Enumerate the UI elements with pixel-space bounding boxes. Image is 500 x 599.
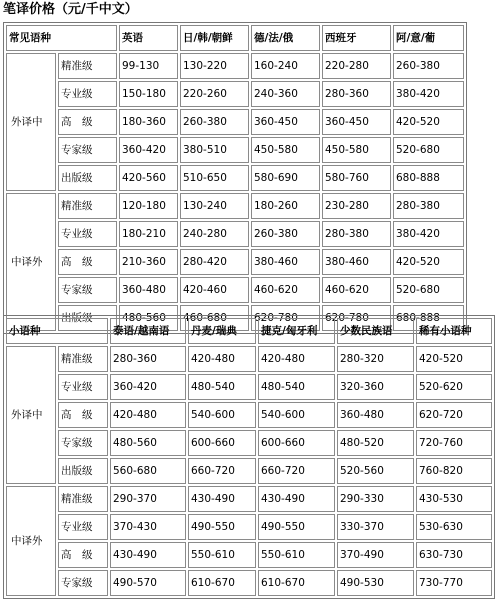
language-header-cell: 德/法/俄 bbox=[251, 25, 320, 51]
price-cell: 370-490 bbox=[337, 542, 414, 568]
price-cell: 420-520 bbox=[393, 109, 464, 135]
price-cell: 450-580 bbox=[251, 137, 320, 163]
price-cell: 280-360 bbox=[110, 346, 186, 372]
price-cell: 680-888 bbox=[393, 305, 464, 331]
price-cell: 540-600 bbox=[188, 402, 256, 428]
price-cell: 330-370 bbox=[337, 514, 414, 540]
price-cell: 430-490 bbox=[110, 542, 186, 568]
price-cell: 420-520 bbox=[393, 249, 464, 275]
price-cell: 730-770 bbox=[416, 570, 492, 596]
price-cell: 360-480 bbox=[119, 277, 178, 303]
price-cell: 580-690 bbox=[251, 165, 320, 191]
level-cell: 专家级 bbox=[58, 570, 108, 596]
price-cell: 480-540 bbox=[188, 374, 256, 400]
common-languages-price-table bbox=[3, 22, 467, 334]
price-cell: 380-460 bbox=[251, 249, 320, 275]
level-cell: 精准级 bbox=[58, 486, 108, 512]
level-cell: 专家级 bbox=[58, 430, 108, 456]
price-cell: 630-730 bbox=[416, 542, 492, 568]
language-header-cell: 少数民族语 bbox=[337, 318, 414, 344]
price-cell: 510-650 bbox=[180, 165, 249, 191]
price-cell: 160-240 bbox=[251, 53, 320, 79]
price-cell: 280-380 bbox=[322, 221, 391, 247]
price-cell: 220-260 bbox=[180, 81, 249, 107]
price-cell: 360-420 bbox=[119, 137, 178, 163]
price-cell: 180-210 bbox=[119, 221, 178, 247]
price-cell: 420-480 bbox=[110, 402, 186, 428]
price-cell: 130-220 bbox=[180, 53, 249, 79]
language-header-cell: 丹麦/瑞典 bbox=[188, 318, 256, 344]
price-cell: 99-130 bbox=[119, 53, 178, 79]
table-row bbox=[6, 514, 492, 540]
price-cell: 230-280 bbox=[322, 193, 391, 219]
price-cell: 180-360 bbox=[119, 109, 178, 135]
price-cell: 540-600 bbox=[258, 402, 335, 428]
table-row bbox=[6, 193, 464, 219]
direction-cell: 中译外 bbox=[6, 486, 56, 596]
price-cell: 720-760 bbox=[416, 430, 492, 456]
price-cell: 150-180 bbox=[119, 81, 178, 107]
price-cell: 210-360 bbox=[119, 249, 178, 275]
price-cell: 360-450 bbox=[251, 109, 320, 135]
table-row bbox=[6, 221, 464, 247]
price-cell: 130-240 bbox=[180, 193, 249, 219]
price-cell: 120-180 bbox=[119, 193, 178, 219]
price-cell: 280-380 bbox=[393, 193, 464, 219]
price-cell: 530-630 bbox=[416, 514, 492, 540]
language-header-cell: 阿/意/葡 bbox=[393, 25, 464, 51]
direction-cell: 中译外 bbox=[6, 193, 56, 331]
table-row bbox=[6, 109, 464, 135]
level-cell: 精准级 bbox=[58, 53, 117, 79]
level-cell: 专业级 bbox=[58, 514, 108, 540]
price-cell: 180-260 bbox=[251, 193, 320, 219]
price-cell: 380-510 bbox=[180, 137, 249, 163]
page-title: 笔译价格（元/千中文） bbox=[3, 2, 138, 17]
price-cell: 420-460 bbox=[180, 277, 249, 303]
price-cell: 560-680 bbox=[110, 458, 186, 484]
price-cell: 480-560 bbox=[119, 305, 178, 331]
language-header-cell: 西班牙 bbox=[322, 25, 391, 51]
price-cell: 520-680 bbox=[393, 277, 464, 303]
price-cell: 290-330 bbox=[337, 486, 414, 512]
price-cell: 460-620 bbox=[322, 277, 391, 303]
table-row bbox=[6, 486, 492, 512]
price-cell: 480-540 bbox=[258, 374, 335, 400]
level-cell: 专家级 bbox=[58, 137, 117, 163]
price-cell: 490-550 bbox=[188, 514, 256, 540]
price-cell: 320-360 bbox=[337, 374, 414, 400]
level-cell: 高 级 bbox=[58, 249, 117, 275]
table-row bbox=[6, 165, 464, 191]
price-cell: 280-360 bbox=[322, 81, 391, 107]
price-cell: 520-680 bbox=[393, 137, 464, 163]
language-header-cell: 稀有小语种 bbox=[416, 318, 492, 344]
price-cell: 260-380 bbox=[251, 221, 320, 247]
minor-languages-price-table bbox=[3, 315, 495, 599]
corner-header-cell: 小语种 bbox=[6, 318, 108, 344]
price-cell: 280-320 bbox=[337, 346, 414, 372]
table-row bbox=[6, 458, 492, 484]
level-cell: 专业级 bbox=[58, 221, 117, 247]
price-cell: 450-580 bbox=[322, 137, 391, 163]
price-cell: 420-480 bbox=[258, 346, 335, 372]
level-cell: 高 级 bbox=[58, 542, 108, 568]
level-cell: 专家级 bbox=[58, 277, 117, 303]
price-cell: 550-610 bbox=[258, 542, 335, 568]
level-cell: 精准级 bbox=[58, 346, 108, 372]
price-cell: 260-380 bbox=[393, 53, 464, 79]
price-cell: 430-490 bbox=[188, 486, 256, 512]
level-cell: 高 级 bbox=[58, 109, 117, 135]
language-header-cell: 日/韩/朝鲜 bbox=[180, 25, 249, 51]
price-cell: 520-560 bbox=[337, 458, 414, 484]
price-cell: 490-530 bbox=[337, 570, 414, 596]
level-cell: 出版级 bbox=[58, 458, 108, 484]
price-cell: 420-480 bbox=[188, 346, 256, 372]
price-cell: 620-780 bbox=[251, 305, 320, 331]
price-cell: 430-490 bbox=[258, 486, 335, 512]
price-cell: 420-520 bbox=[416, 346, 492, 372]
price-cell: 430-530 bbox=[416, 486, 492, 512]
price-cell: 620-780 bbox=[322, 305, 391, 331]
price-cell: 480-520 bbox=[337, 430, 414, 456]
price-cell: 370-430 bbox=[110, 514, 186, 540]
price-cell: 290-370 bbox=[110, 486, 186, 512]
language-header-cell: 泰语/越南语 bbox=[110, 318, 186, 344]
table-row bbox=[6, 346, 492, 372]
header-row bbox=[6, 318, 492, 344]
price-cell: 480-560 bbox=[110, 430, 186, 456]
price-cell: 360-480 bbox=[337, 402, 414, 428]
price-cell: 260-380 bbox=[180, 109, 249, 135]
direction-cell: 外译中 bbox=[6, 53, 56, 191]
price-cell: 380-420 bbox=[393, 81, 464, 107]
price-cell: 550-610 bbox=[188, 542, 256, 568]
price-cell: 610-670 bbox=[188, 570, 256, 596]
price-cell: 380-460 bbox=[322, 249, 391, 275]
level-cell: 出版级 bbox=[58, 165, 117, 191]
price-cell: 460-680 bbox=[180, 305, 249, 331]
price-cell: 280-420 bbox=[180, 249, 249, 275]
price-cell: 240-360 bbox=[251, 81, 320, 107]
table-row bbox=[6, 53, 464, 79]
language-header-cell: 捷克/匈牙利 bbox=[258, 318, 335, 344]
price-cell: 620-720 bbox=[416, 402, 492, 428]
price-cell: 380-420 bbox=[393, 221, 464, 247]
price-cell: 520-620 bbox=[416, 374, 492, 400]
price-cell: 610-670 bbox=[258, 570, 335, 596]
price-cell: 760-820 bbox=[416, 458, 492, 484]
price-cell: 680-888 bbox=[393, 165, 464, 191]
level-cell: 精准级 bbox=[58, 193, 117, 219]
table-row bbox=[6, 570, 492, 596]
corner-header-cell: 常见语种 bbox=[6, 25, 117, 51]
price-cell: 490-570 bbox=[110, 570, 186, 596]
price-cell: 360-420 bbox=[110, 374, 186, 400]
level-cell: 出版级 bbox=[58, 305, 117, 331]
table-row bbox=[6, 137, 464, 163]
price-cell: 220-280 bbox=[322, 53, 391, 79]
level-cell: 专业级 bbox=[58, 81, 117, 107]
price-cell: 660-720 bbox=[258, 458, 335, 484]
header-row bbox=[6, 25, 464, 51]
price-cell: 580-760 bbox=[322, 165, 391, 191]
direction-cell: 外译中 bbox=[6, 346, 56, 484]
price-cell: 490-550 bbox=[258, 514, 335, 540]
table-row bbox=[6, 374, 492, 400]
level-cell: 专业级 bbox=[58, 374, 108, 400]
price-cell: 240-280 bbox=[180, 221, 249, 247]
price-cell: 600-660 bbox=[188, 430, 256, 456]
level-cell: 高 级 bbox=[58, 402, 108, 428]
table-row bbox=[6, 81, 464, 107]
table-row bbox=[6, 277, 464, 303]
price-cell: 600-660 bbox=[258, 430, 335, 456]
language-header-cell: 英语 bbox=[119, 25, 178, 51]
price-cell: 660-720 bbox=[188, 458, 256, 484]
price-cell: 360-450 bbox=[322, 109, 391, 135]
price-cell: 460-620 bbox=[251, 277, 320, 303]
table-row bbox=[6, 402, 492, 428]
table-row bbox=[6, 249, 464, 275]
table-row bbox=[6, 430, 492, 456]
table-row bbox=[6, 542, 492, 568]
price-cell: 420-560 bbox=[119, 165, 178, 191]
